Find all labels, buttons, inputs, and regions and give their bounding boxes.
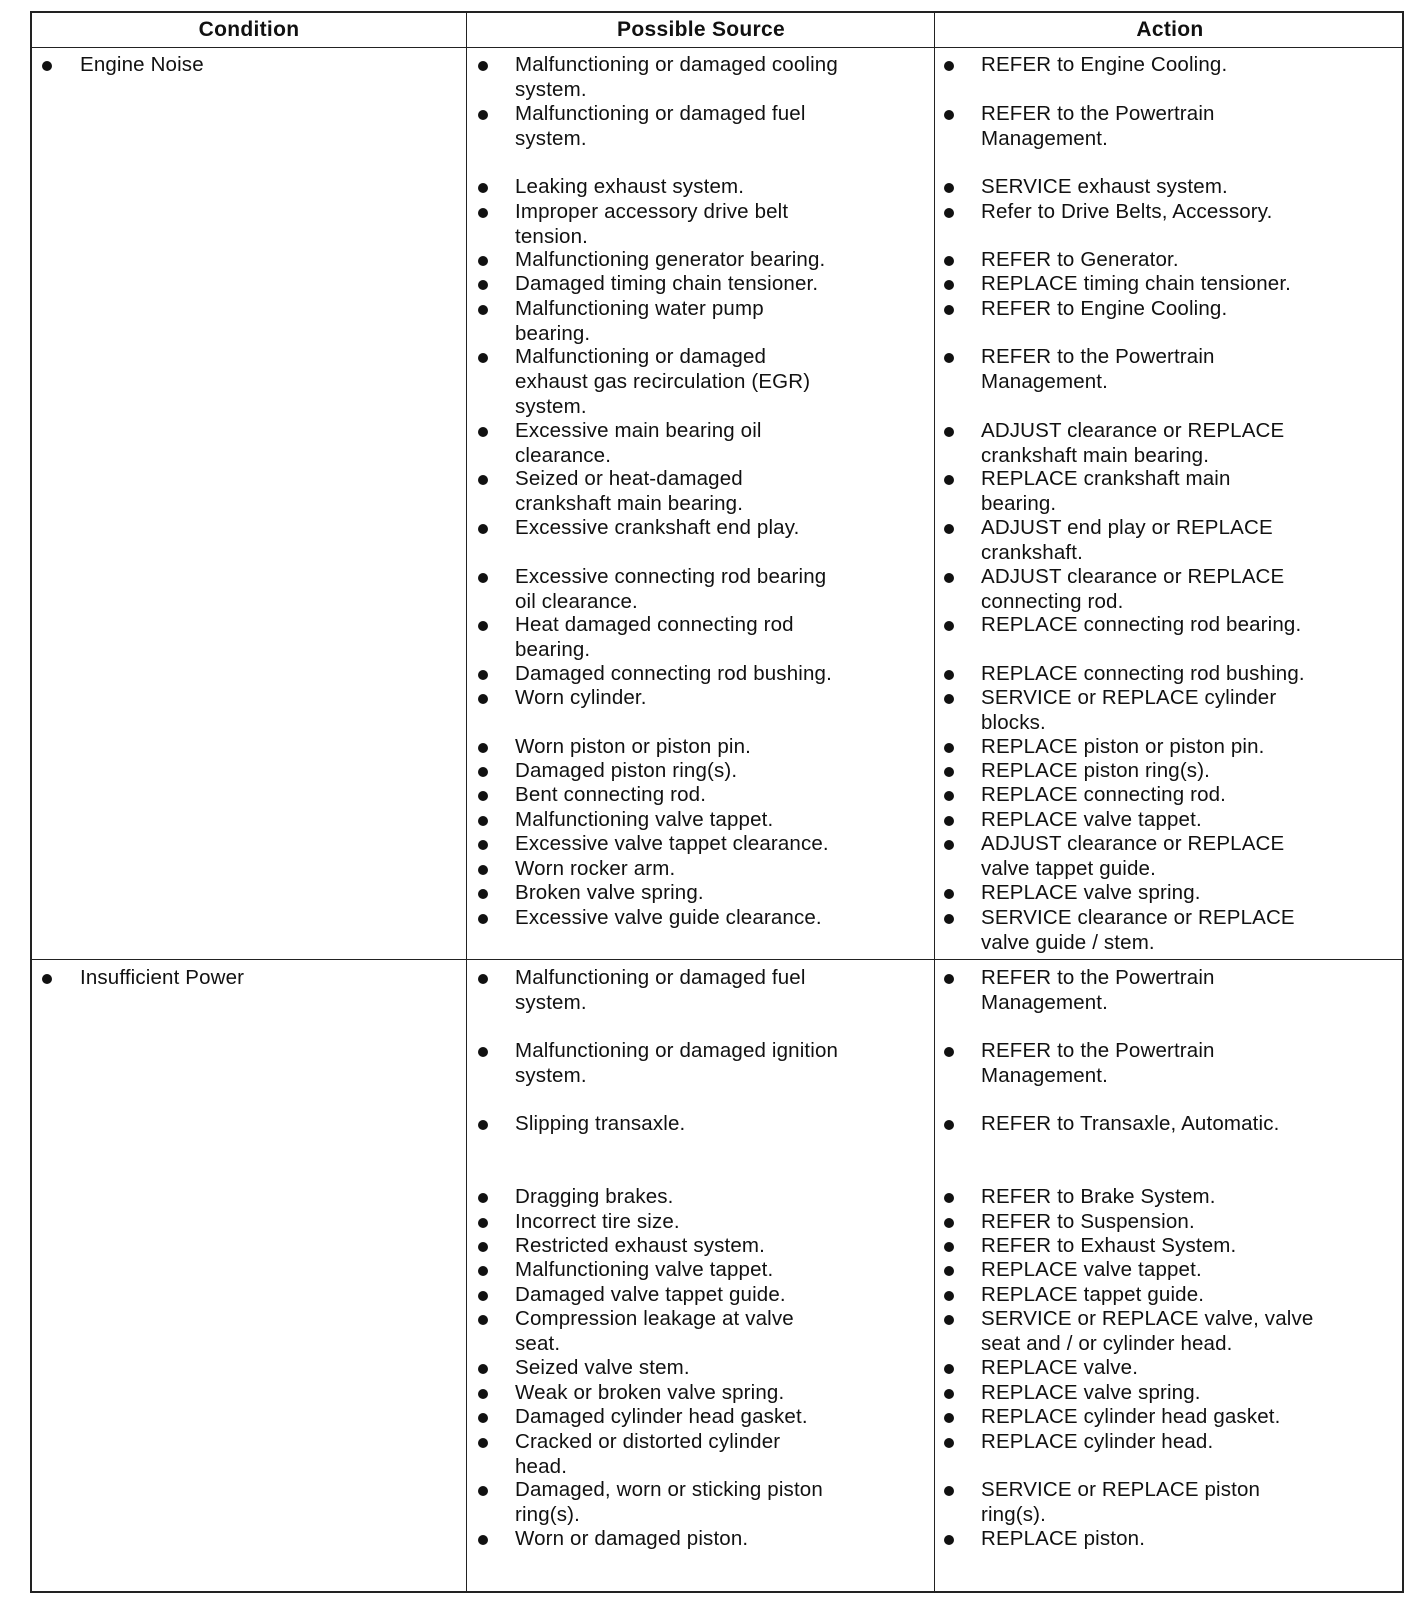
bullet-icon [944,889,954,899]
possible-source-item-text: Damaged timing chain tensioner. [515,272,819,295]
action-item-text: ADJUST clearance or REPLACE connecting rod. [981,565,1285,613]
action-item-text: REPLACE valve tappet. [981,1258,1202,1281]
possible-source-item-text: Seized or heat-damaged crankshaft main bearing. [515,467,744,515]
header-divider [32,47,1402,48]
possible-source-item-text: Bent connecting rod. [515,783,707,806]
bullet-icon [478,110,488,120]
action-item-text: ADJUST clearance or REPLACE crankshaft main bearing. [981,419,1285,467]
bullet-icon [478,791,488,801]
action-item-text: ADJUST clearance or REPLACE valve tappet guide. [981,832,1285,880]
diagnosis-table [30,11,1404,1593]
action-item-text: REFER to Exhaust System. [981,1234,1237,1257]
possible-source-item-text: Malfunctioning generator bearing. [515,248,826,271]
action-item-text: SERVICE or REPLACE valve, valve seat and / or cylinder head. [981,1307,1314,1355]
possible-source-item-text: Excessive valve tappet clearance. [515,832,829,855]
bullet-icon [478,256,488,266]
action-item-text: REFER to the Powertrain Management. [981,102,1215,150]
bullet-icon [944,1266,954,1276]
bullet-icon [944,1535,954,1545]
bullet-icon [944,427,954,437]
bullet-icon [478,183,488,193]
possible-source-item-text: Damaged piston ring(s). [515,759,738,782]
bullet-icon [478,1486,488,1496]
bullet-icon [944,791,954,801]
bullet-icon [478,1438,488,1448]
bullet-icon [42,61,52,71]
action-item-text: REPLACE valve spring. [981,881,1201,904]
column-divider [934,13,935,1591]
bullet-icon [944,1438,954,1448]
bullet-icon [944,621,954,631]
bullet-icon [478,1120,488,1130]
action-item-text: REFER to Generator. [981,248,1179,271]
action-item-text: REFER to Engine Cooling. [981,297,1228,320]
bullet-icon [944,208,954,218]
possible-source-item-text: Seized valve stem. [515,1356,690,1379]
bullet-icon [478,1315,488,1325]
action-item-text: REFER to Suspension. [981,1210,1195,1233]
bullet-icon [478,280,488,290]
possible-source-item-text: Excessive valve guide clearance. [515,906,822,929]
action-item-text: REPLACE piston or piston pin. [981,735,1265,758]
action-item-text: Refer to Drive Belts, Accessory. [981,200,1273,223]
bullet-icon [944,1486,954,1496]
bullet-icon [478,1364,488,1374]
bullet-icon [478,524,488,534]
action-item-text: SERVICE or REPLACE cylinder blocks. [981,686,1277,734]
bullet-icon [478,865,488,875]
possible-source-item-text: Malfunctioning or damaged fuel system. [515,966,806,1014]
possible-source-item-text: Slipping transaxle. [515,1112,686,1135]
action-item-text: ADJUST end play or REPLACE crankshaft. [981,516,1273,564]
bullet-icon [944,914,954,924]
possible-source-item-text: Malfunctioning or damaged fuel system. [515,102,806,150]
bullet-icon [478,743,488,753]
bullet-icon [478,621,488,631]
action-item-text: REFER to the Powertrain Management. [981,1039,1215,1087]
bullet-icon [944,1413,954,1423]
bullet-icon [478,974,488,984]
possible-source-item-text: Malfunctioning or damaged cooling system. [515,53,838,101]
bullet-icon [478,1047,488,1057]
bullet-icon [944,1364,954,1374]
possible-source-item-text: Excessive main bearing oil clearance. [515,419,762,467]
action-item-text: REPLACE tappet guide. [981,1283,1205,1306]
bullet-icon [944,305,954,315]
possible-source-item-text: Heat damaged connecting rod bearing. [515,613,794,661]
action-item-text: REPLACE valve tappet. [981,808,1202,831]
action-item-text: REFER to the Powertrain Management. [981,966,1215,1014]
possible-source-item-text: Worn or damaged piston. [515,1527,749,1550]
bullet-icon [944,475,954,485]
bullet-icon [478,1413,488,1423]
possible-source-item-text: Malfunctioning or damaged exhaust gas recirculation (EGR) system. [515,345,811,418]
bullet-icon [944,524,954,534]
bullet-icon [944,280,954,290]
bullet-icon [944,1047,954,1057]
possible-source-item-text: Restricted exhaust system. [515,1234,765,1257]
action-item-text: REPLACE cylinder head. [981,1430,1214,1453]
bullet-icon [478,1291,488,1301]
bullet-icon [478,1218,488,1228]
bullet-icon [944,110,954,120]
bullet-icon [478,208,488,218]
possible-source-item-text: Cracked or distorted cylinder head. [515,1430,781,1478]
possible-source-item-text: Excessive connecting rod bearing oil clearance. [515,565,827,613]
possible-source-item-text: Broken valve spring. [515,881,704,904]
bullet-icon [478,694,488,704]
bullet-icon [478,670,488,680]
action-item-text: REPLACE piston ring(s). [981,759,1211,782]
action-item-text: REFER to Transaxle, Automatic. [981,1112,1280,1135]
header-possible-source: Possible Source [617,18,785,41]
bullet-icon [478,573,488,583]
action-item-text: REPLACE piston. [981,1527,1146,1550]
bullet-icon [944,1120,954,1130]
bullet-icon [944,256,954,266]
bullet-icon [944,816,954,826]
action-item-text: SERVICE or REPLACE piston ring(s). [981,1478,1261,1526]
action-item-text: REFER to the Powertrain Management. [981,345,1215,393]
possible-source-item-text: Dragging brakes. [515,1185,674,1208]
bullet-icon [944,1315,954,1325]
bullet-icon [478,353,488,363]
bullet-icon [478,816,488,826]
bullet-icon [944,840,954,850]
action-item-text: REFER to Engine Cooling. [981,53,1228,76]
bullet-icon [944,1291,954,1301]
possible-source-item-text: Malfunctioning valve tappet. [515,1258,774,1281]
possible-source-item-text: Malfunctioning or damaged ignition system. [515,1039,839,1087]
possible-source-item-text: Damaged connecting rod bushing. [515,662,832,685]
bullet-icon [478,889,488,899]
bullet-icon [944,353,954,363]
bullet-icon [944,61,954,71]
bullet-icon [478,1266,488,1276]
bullet-icon [478,1193,488,1203]
action-item-text: REPLACE timing chain tensioner. [981,272,1292,295]
bullet-icon [42,974,52,984]
action-item-text: SERVICE exhaust system. [981,175,1228,198]
header-condition: Condition [198,18,300,41]
bullet-icon [944,974,954,984]
bullet-icon [944,1389,954,1399]
action-item-text: REPLACE connecting rod. [981,783,1227,806]
possible-source-item-text: Improper accessory drive belt tension. [515,200,789,248]
possible-source-item-text: Weak or broken valve spring. [515,1381,785,1404]
condition-cell-text: Insufficient Power [80,966,245,989]
possible-source-item-text: Malfunctioning valve tappet. [515,808,774,831]
row-divider [32,959,1402,960]
bullet-icon [478,475,488,485]
bullet-icon [944,670,954,680]
possible-source-item-text: Damaged, worn or sticking piston ring(s). [515,1478,823,1526]
bullet-icon [944,743,954,753]
possible-source-item-text: Compression leakage at valve seat. [515,1307,794,1355]
possible-source-item-text: Damaged cylinder head gasket. [515,1405,808,1428]
action-item-text: REPLACE valve. [981,1356,1139,1379]
condition-cell-text: Engine Noise [80,53,204,76]
bullet-icon [944,1218,954,1228]
bullet-icon [478,305,488,315]
possible-source-item-text: Worn cylinder. [515,686,647,709]
bullet-icon [478,840,488,850]
bullet-icon [944,1242,954,1252]
bullet-icon [478,1389,488,1399]
action-item-text: REPLACE cylinder head gasket. [981,1405,1281,1428]
bullet-icon [944,1193,954,1203]
possible-source-item-text: Incorrect tire size. [515,1210,680,1233]
bullet-icon [478,61,488,71]
action-item-text: REPLACE connecting rod bushing. [981,662,1305,685]
bullet-icon [478,914,488,924]
bullet-icon [478,1242,488,1252]
bullet-icon [944,694,954,704]
action-item-text: REFER to Brake System. [981,1185,1216,1208]
action-item-text: SERVICE clearance or REPLACE valve guide / stem. [981,906,1295,954]
header-action: Action [1136,18,1204,41]
bullet-icon [944,183,954,193]
bullet-icon [478,767,488,777]
column-divider [466,13,467,1591]
bullet-icon [478,1535,488,1545]
possible-source-item-text: Damaged valve tappet guide. [515,1283,786,1306]
possible-source-item-text: Malfunctioning water pump bearing. [515,297,764,345]
action-item-text: REPLACE crankshaft main bearing. [981,467,1231,515]
action-item-text: REPLACE valve spring. [981,1381,1201,1404]
bullet-icon [944,767,954,777]
bullet-icon [478,427,488,437]
possible-source-item-text: Excessive crankshaft end play. [515,516,800,539]
possible-source-item-text: Worn piston or piston pin. [515,735,751,758]
action-item-text: REPLACE connecting rod bearing. [981,613,1302,636]
possible-source-item-text: Worn rocker arm. [515,857,676,880]
bullet-icon [944,573,954,583]
possible-source-item-text: Leaking exhaust system. [515,175,745,198]
